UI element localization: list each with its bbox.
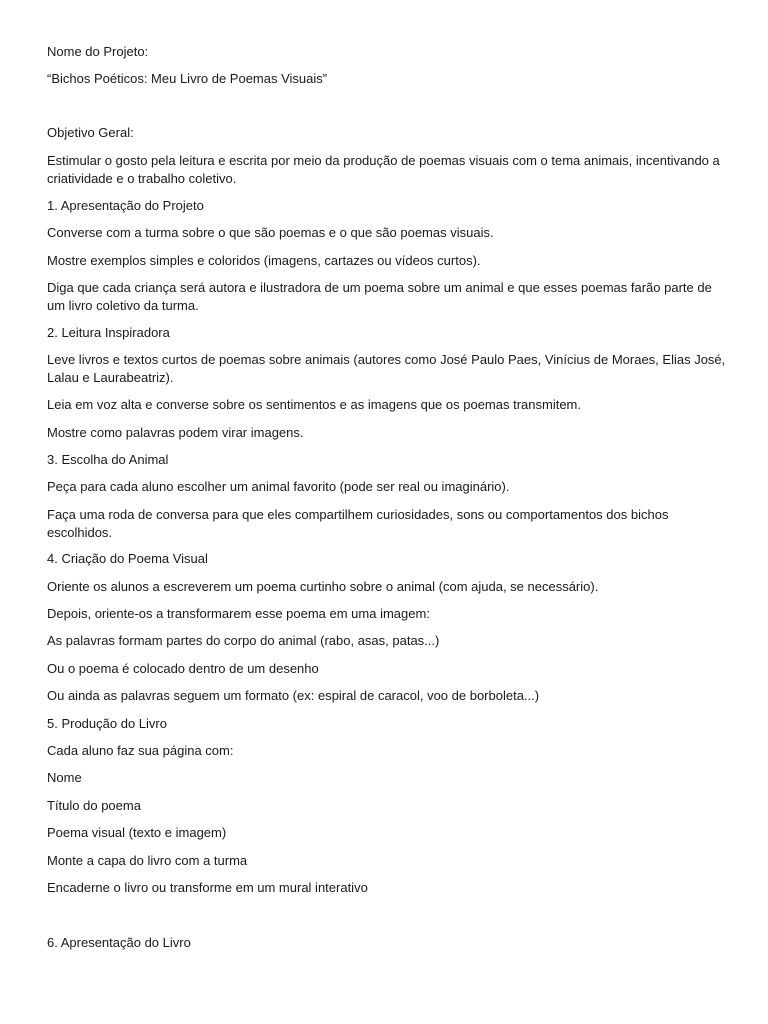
section-1-paragraph: Diga que cada criança será autora e ilustradora de um poema sobre um animal e que esses poemas farão parte de um livro coletivo da turma. [47,280,712,313]
section-4-paragraph: Ou o poema é colocado dentro de um desenho [47,661,319,676]
section-5-paragraph: Encaderne o livro ou transforme em um mural interativo [47,880,368,895]
project-title: “Bichos Poéticos: Meu Livro de Poemas Visuais” [47,71,328,86]
section-5-heading: 5. Produção do Livro [47,716,167,731]
section-3-heading: 3. Escolha do Animal [47,452,169,467]
section-4-heading: 4. Criação do Poema Visual [47,551,208,566]
section-3-paragraph: Faça uma roda de conversa para que eles compartilhem curiosidades, sons ou comportamentos dos bichos escolhidos. [47,507,669,540]
section-1-paragraph: Converse com a turma sobre o que são poemas e o que são poemas visuais. [47,225,494,240]
section-2-paragraph: Leia em voz alta e converse sobre os sentimentos e as imagens que os poemas transmitem. [47,397,581,412]
section-5-paragraph: Nome [47,770,82,785]
objective-text: Estimular o gosto pela leitura e escrita por meio da produção de poemas visuais com o tema animais, incentivando a criatividade e o trabalho coletivo. [47,153,720,186]
section-4-paragraph: As palavras formam partes do corpo do animal (rabo, asas, patas...) [47,633,440,648]
section-4-paragraph: Oriente os alunos a escreverem um poema curtinho sobre o animal (com ajuda, se necessário). [47,579,599,594]
section-2-paragraph: Leve livros e textos curtos de poemas sobre animais (autores como José Paulo Paes, Vinícius de Moraes, Elias José, Lalau e Laurabeatriz). [47,352,726,385]
section-4-paragraph: Ou ainda as palavras seguem um formato (ex: espiral de caracol, voo de borboleta...) [47,688,540,703]
section-1-heading: 1. Apresentação do Projeto [47,198,204,213]
objective-label: Objetivo Geral: [47,125,134,140]
section-3-paragraph: Peça para cada aluno escolher um animal favorito (pode ser real ou imaginário). [47,479,510,494]
section-2-heading: 2. Leitura Inspiradora [47,325,170,340]
section-4-paragraph: Depois, oriente-os a transformarem esse poema em uma imagem: [47,606,430,621]
section-5-paragraph: Poema visual (texto e imagem) [47,825,227,840]
section-1-paragraph: Mostre exemplos simples e coloridos (imagens, cartazes ou vídeos curtos). [47,253,481,268]
section-5-paragraph: Título do poema [47,798,141,813]
section-5-paragraph: Cada aluno faz sua página com: [47,743,234,758]
project-label: Nome do Projeto: [47,44,149,59]
section-6-heading: 6. Apresentação do Livro [47,935,191,950]
section-5-paragraph: Monte a capa do livro com a turma [47,853,248,868]
section-2-paragraph: Mostre como palavras podem virar imagens. [47,425,304,440]
